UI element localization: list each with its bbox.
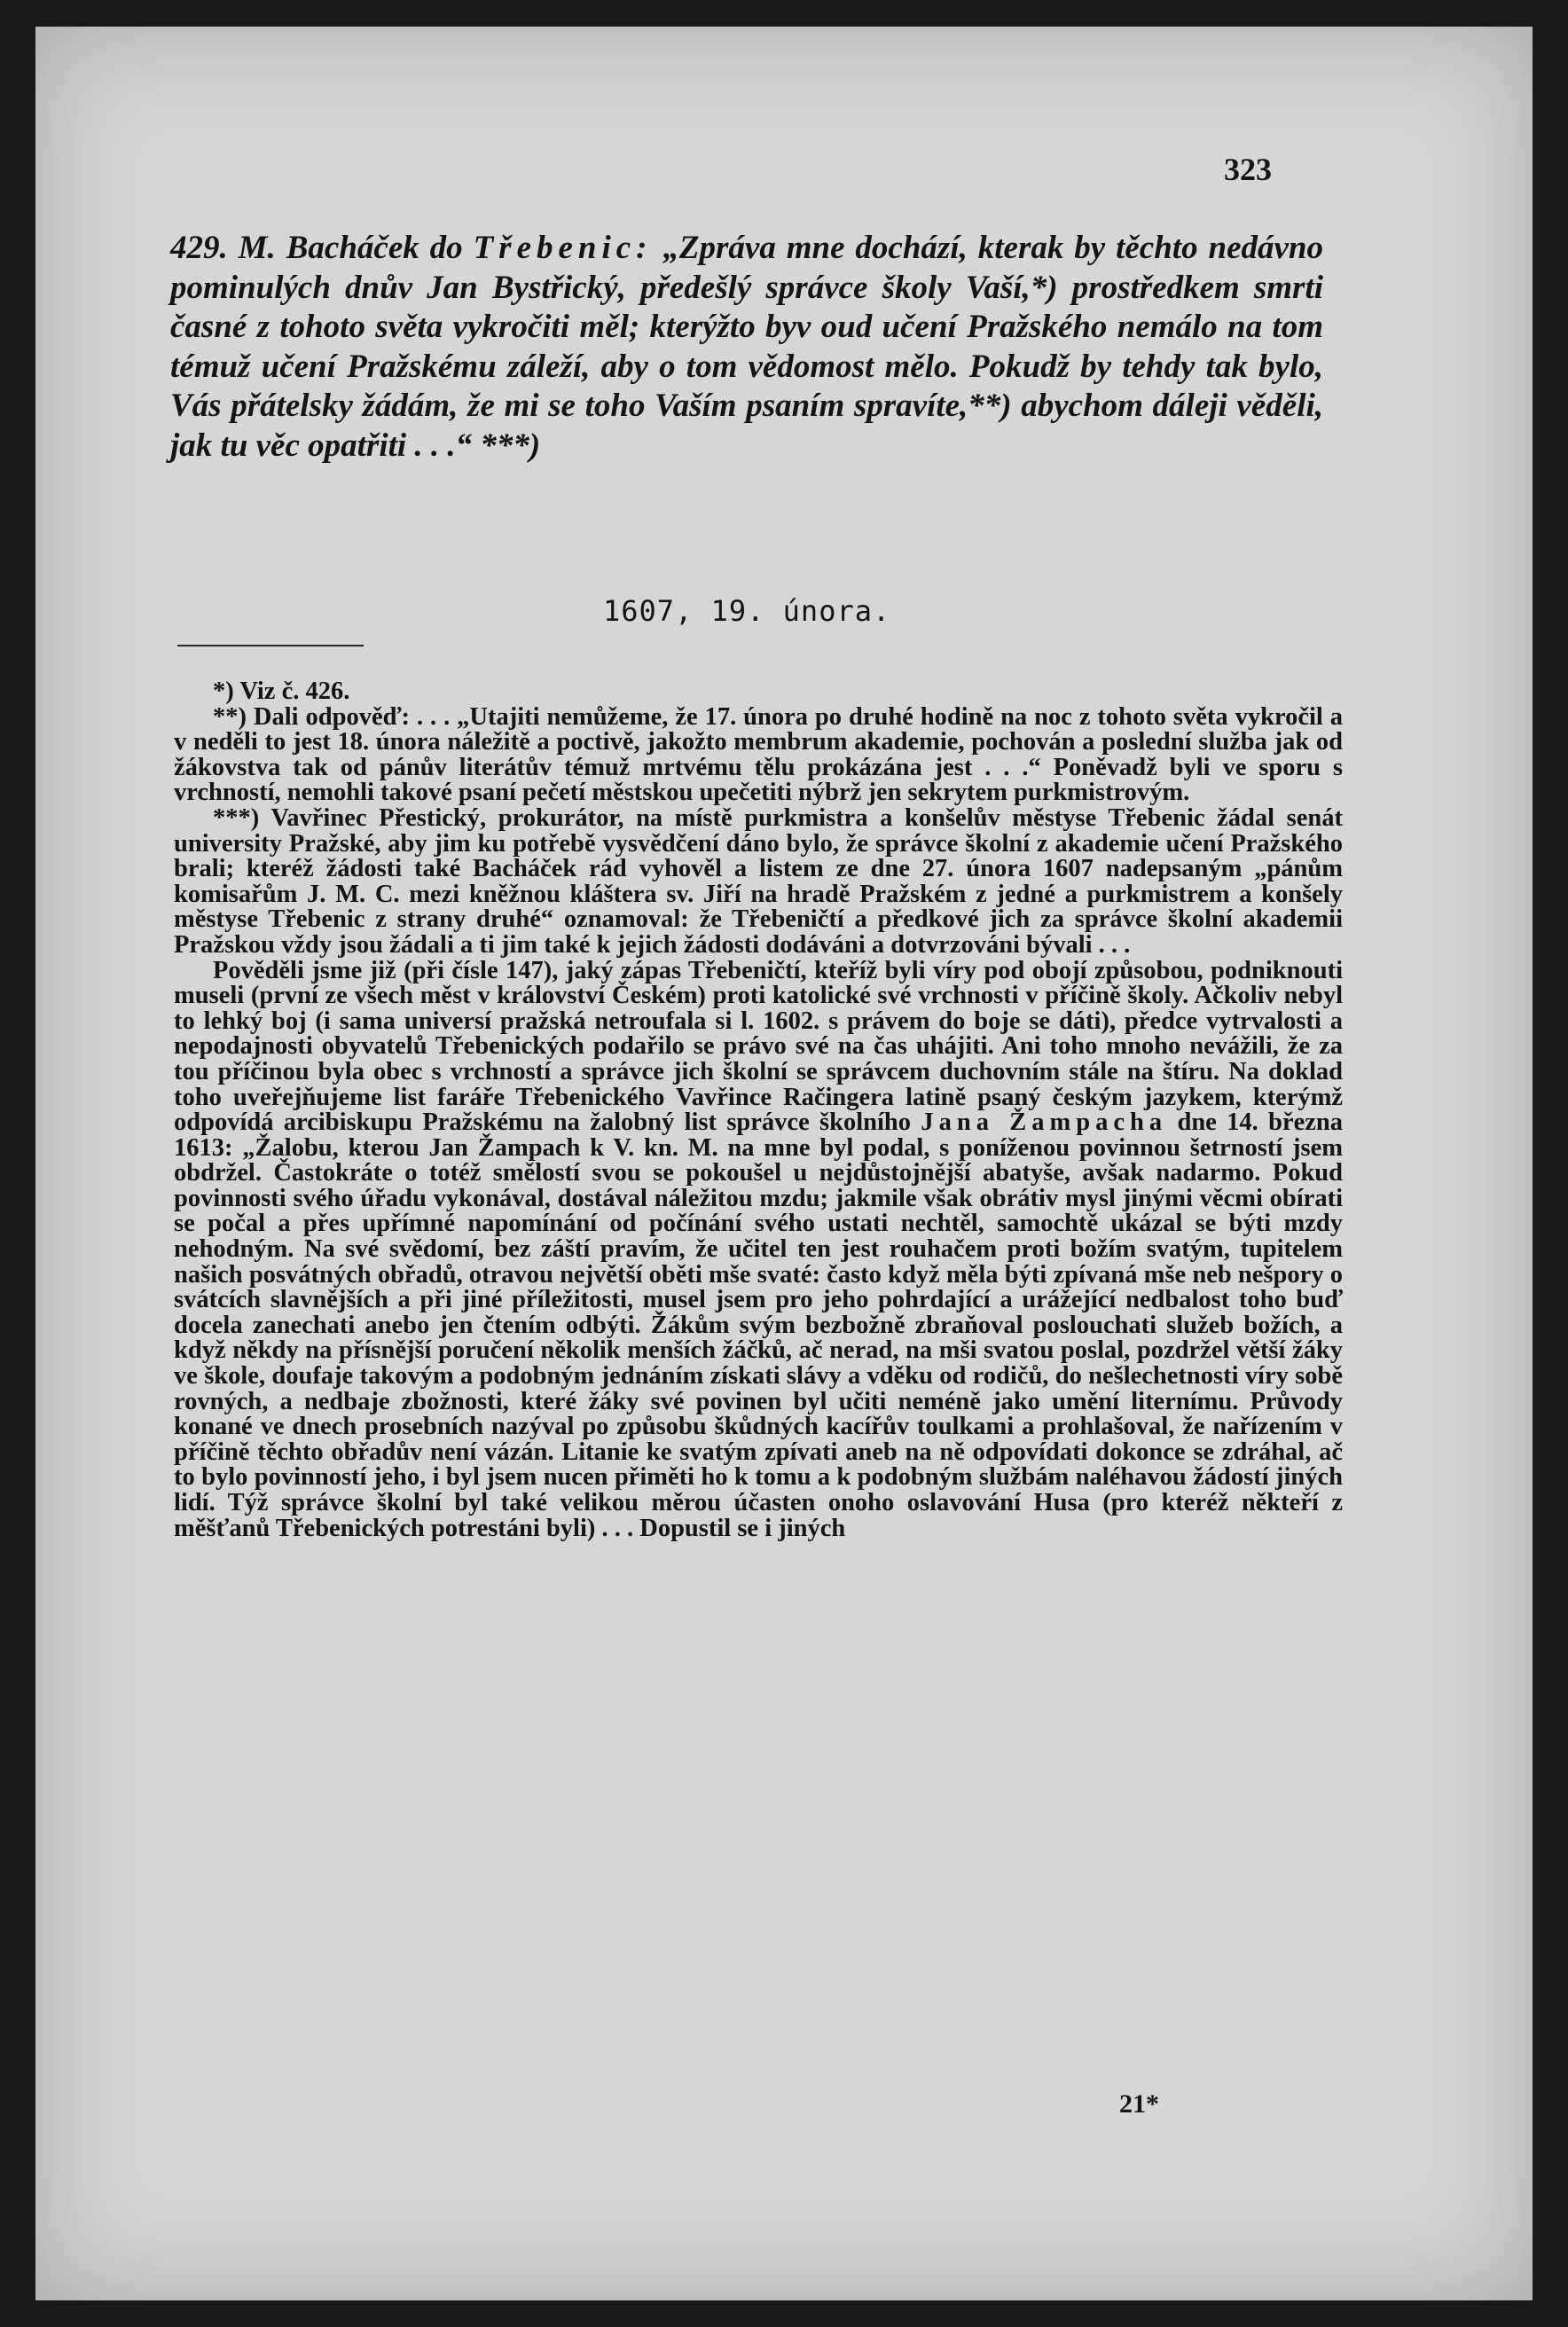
entry-place: Třebenic: bbox=[473, 230, 653, 266]
footnote-paragraph bbox=[174, 956, 1343, 1542]
footnote-paragraph-text: Pověděli jsme již (při čísle 147), jaký zápas Třebeničtí, kteříž byli víry pod obojí způsobou, podniknouti museli (první ze všech měst v království Českém) proti katolické své vrchnosti v příčině školy. Ačkoliv nebyl to lehký boj (i sama universí pražská netroufala si l. 1602. s právem do boje se dáti), předce vytrvalosti a nepodajnosti obyvatelů Třebenických podařilo se právo své na čas uhájiti. Ani toho mnoho nevážili, že za tou příčinou byla obec s vrchností a správce jich školní se správcem duchovním stále na štíru. Na doklad toho uveřejňujeme list faráře Třebenického Vavřince Račingera latině psaný českým jazykem, kterýmž odpovídá arcibiskupu Pražskému na žalobný list správce školního bbox=[174, 956, 1343, 1137]
footnote-divider bbox=[177, 645, 364, 646]
footnotes bbox=[174, 679, 1343, 1541]
footnote-name: Jana Žampacha bbox=[921, 1109, 1168, 1137]
entry-text: „Zpráva mne dochází, kterak by těchto nedávno pominulých dnův Jan Bystřický, předešlý správce školy Vaší,*) prostředkem smrti časné z tohoto světa vykročiti měl; kterýžto byv oud učení Pražského nemálo na tom témuž učení Pražskému záleží, aby o tom vědomost mělo. Pokudž by tehdy tak bylo, Vás přátelsky žádám, že mi se toho Vaším psaním spravíte,**) abychom dáleji věděli, jak tu věc opatřiti . . .“ ***) bbox=[170, 230, 1323, 464]
entry-number: 429. bbox=[170, 230, 228, 266]
document-page bbox=[35, 27, 1533, 2300]
letter-date: 1607, 19. února. bbox=[603, 594, 891, 628]
letter-entry bbox=[170, 229, 1323, 466]
signature-mark: 21* bbox=[1119, 2089, 1159, 2119]
footnote-1: *) Viz č. 426. bbox=[213, 678, 350, 705]
footnote-paragraph-rest: dne 14. března 1613: „Žalobu, kterou Jan Žampach k V. kn. M. na mne byl podal, s poníženou povinnou šetrností jsem obdržel. Častokráte o totéž smělostí svou se pokoušel u nejdůstojnější abatyše, avšak nadarmo. Pokud povinnosti svého úřadu vykonával, dostával náležitou mzdu; jakmile však obrátiv mysl jinými věcmi obírati se počal a přes upřímné napomínání od počínání svého ustati nechtěl, samochtě ukázal se býti mzdy nehodným. Na své svědomí, bez záští pravím, že učitel ten jest rouhačem proti božím svatým, tupitelem našich posvátných obřadů, otravou největší oběti mše svaté: často když měla býti zpívaná mše neb nešpory o svátcích slavnějších a při jiné příležitosti, musel jsem pro jeho pohrdající a urážející nedbalost toho buď docela zanechati anebo jen čtením odbýti. Žákům svým bezbožně zbraňoval poslouchati služeb božích, a když někdy na přísnější poručení několik menších žáčků, ač nerad, na mši svatou poslal, pozdržel větší žáky ve škole, doufaje takovým a podobným jednáním získati slávy a vděku od rodičů, do nešlechetnosti víry sobě rovných, a nedbaje zbožnosti, které žáky své povinen byl učiti neméně jako umění liternímu. Průvody konané ve dnech prosebních nazýval po způsobu škůdných kacířův toulkami a prohlašoval, že nařízením v příčině těchto obřadův není vázán. Litanie ke svatým zpívati aneb na ně odpovídati dokonce se zdráhal, ač to bylo povinností jeho, i byl jsem nucen přiměti ho k tomu a k podobným službám naléhavou žádostí jiných lidí. Týž správce školní byl také velikou měrou účasten onoho oslavování Husa (pro kteréž někteří z měšťanů Třebenických potrestáni byli) . . . Dopustil se i jiných bbox=[174, 1109, 1343, 1542]
entry-author: M. Bacháček do bbox=[238, 230, 463, 266]
footnote-2: **) Dali odpověď: . . . „Utajiti nemůžeme, že 17. února po druhé hodině na noc z tohoto světa vykročil a v neděli to jest 18. února náležitě a poctivě, jakožto membrum akademie, pochován a poslední služba jak od žákovstva tak od pánův literátův témuž mrtvému tělu prokázána jest . . .“ Poněvadž byli ve sporu s vrchností, nemohli takové psaní pečetí městskou upečetiti nýbrž jen sekrytem purkmistrovým. bbox=[174, 702, 1343, 807]
footnote-3: ***) Vavřinec Přestický, prokurátor, na místě purkmistra a konšelův městyse Třebenic žádal senát university Pražské, aby jim ku potřebě vysvědčení dáno bylo, že správce školní z akademie učení Pražského brali; kteréž žádosti také Bacháček rád vyhověl a listem ze dne 27. února 1607 nadepsaným „pánům komisařům J. M. C. mezi kněžnou kláštera sv. Jiří na hradě Pražském z jedné a purkmistrem a konšely městyse Třebenic z strany druhé“ oznamoval: že Třebeničtí a předkové jich za správce školní akademii Pražskou vždy jsou žádali a ti jim také k jejich žádosti dodáváni a dotvrzováni bývali . . . bbox=[174, 803, 1343, 959]
page-number: 323 bbox=[1224, 152, 1272, 187]
